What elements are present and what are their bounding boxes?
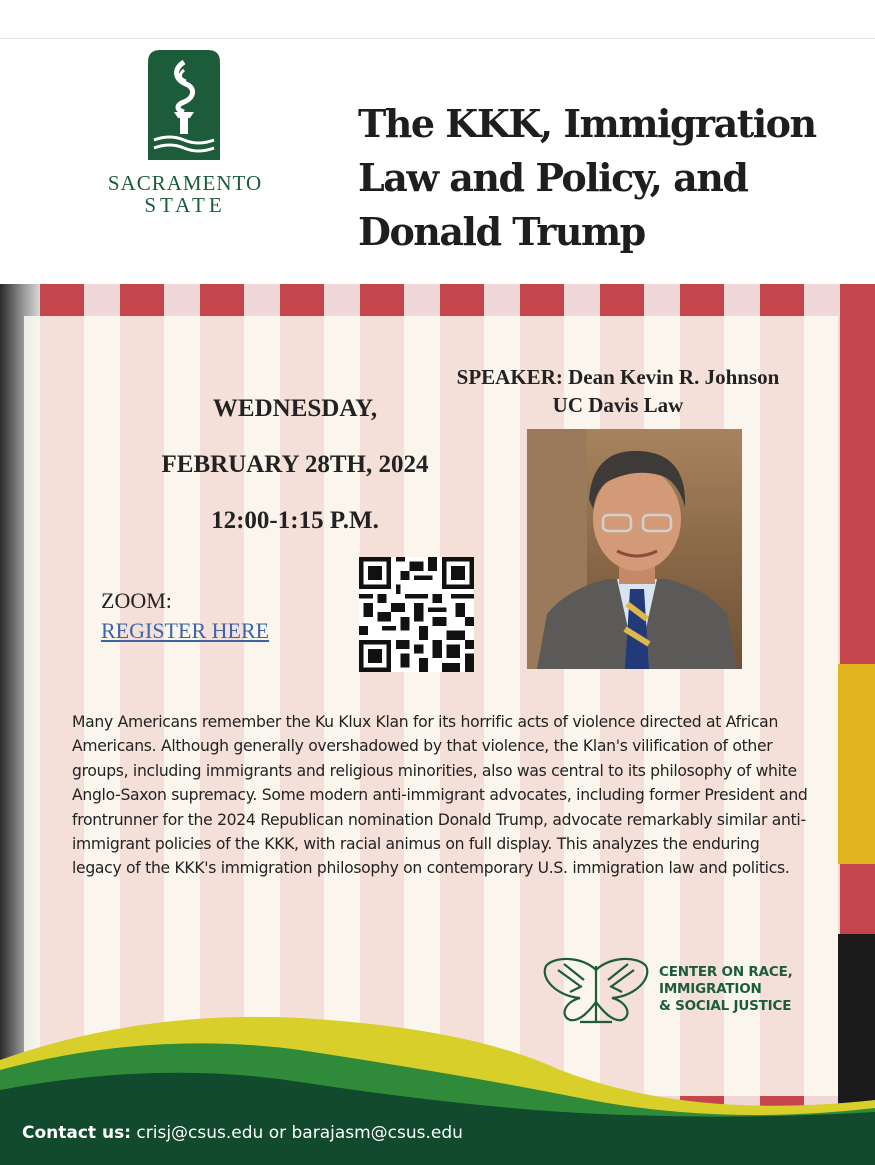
event-date: FEBRUARY 28TH, 2024 <box>161 451 429 478</box>
contact-info <box>22 1123 463 1143</box>
contact-label: Contact us: <box>22 1123 131 1143</box>
torch-shield-icon <box>146 48 222 160</box>
speaker-photo <box>527 429 742 669</box>
event-time: 12:00-1:15 P.M. <box>211 507 379 534</box>
event-title: The KKK, Immigration Law and Policy, and Donald Trump <box>358 101 816 254</box>
center-line3: & SOCIAL JUSTICE <box>659 998 792 1014</box>
qr-code-icon[interactable] <box>359 557 474 672</box>
top-bar <box>0 0 875 39</box>
speaker-portrait-icon <box>527 429 742 669</box>
center-line1: CENTER ON RACE, <box>659 964 793 980</box>
speaker-affiliation: UC Davis Law <box>552 393 684 417</box>
logo-text-sacramento: SACRAMENTO <box>107 171 263 195</box>
event-day: WEDNESDAY, <box>212 395 378 422</box>
logo-text-state: STATE <box>144 193 226 217</box>
center-line2: IMMIGRATION <box>659 981 762 997</box>
register-link[interactable]: REGISTER HERE <box>101 618 270 643</box>
speaker-name: SPEAKER: Dean Kevin R. Johnson <box>456 365 780 389</box>
zoom-label: ZOOM: <box>101 588 172 613</box>
contact-emails[interactable]: crisj@csus.edu or barajasm@csus.edu <box>136 1123 463 1143</box>
speaker-info <box>428 363 808 419</box>
bg-yellow-strip <box>838 664 875 864</box>
event-description: Many Americans remember the Ku Klux Klan for its horrific acts of violence directed at African Americans. Although generally overshadowed by that violence, the Klan's vilification of other groups, including immigrants and religious minorities, also was central to its philosophy of white Anglo-Saxon supremacy. Some modern anti-immigrant advocates, including former President and frontrunner for the 2024 Republican nomination Donald Trump, advocate remarkably similar anti-immigrant policies of the KKK, with racial animus on full display. This analyzes the enduring legacy of the KKK's immigration philosophy on contemporary U.S. immigration law and politics. <box>72 713 808 878</box>
sacramento-state-logo <box>100 48 270 263</box>
